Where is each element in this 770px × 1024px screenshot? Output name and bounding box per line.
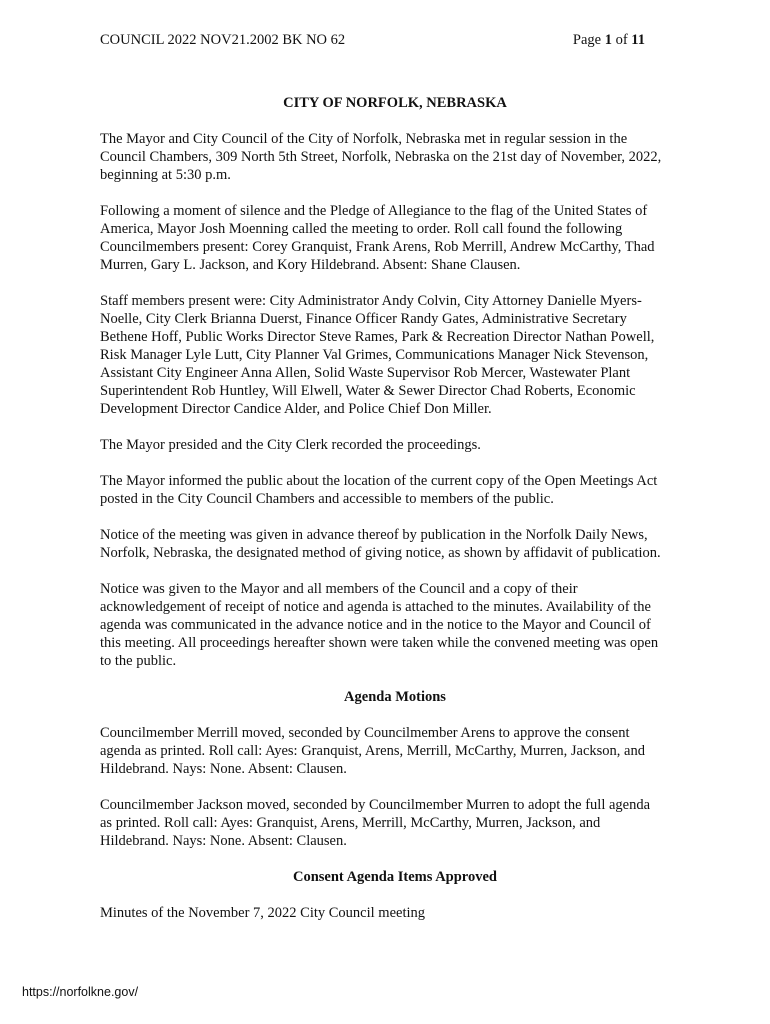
page-number: Page 1 of 11	[572, 32, 645, 48]
footer-url: https://norfolkne.gov/	[22, 985, 139, 999]
document-title: CITY OF NORFOLK, NEBRASKA	[283, 95, 507, 111]
paragraph-notice-council: Notice was given to the Mayor and all members of the Council and a copy of their acknowledgement of receipt of notice and agenda is attached to the minutes. Availability of the agenda was communicated in the advance notice and in the notice to the Mayor and Council of this meeting. All proceedings hereafter shown were taken while the convened meeting was open to the public.	[100, 581, 659, 669]
paragraph-minutes-approved: Minutes of the November 7, 2022 City Council meeting	[100, 905, 425, 921]
paragraph-notice-publication: Notice of the meeting was given in advance thereof by publication in the Norfolk Daily News, Norfolk, Nebraska, the designated method of giving notice, as shown by affidavit of publication.	[100, 527, 661, 561]
paragraph-full-agenda-motion: Councilmember Jackson moved, seconded by Councilmember Murren to adopt the full agenda as printed. Roll call: Ayes: Granquist, Arens, Merrill, McCarthy, Murren, Jackson, and Hildebrand. Nays: None. Absent: Clausen.	[100, 797, 651, 849]
paragraph-open-meetings: The Mayor informed the public about the location of the current copy of the Open Meetings Act posted in the City Council Chambers and accessible to members of the public.	[100, 473, 658, 507]
section-heading-consent-agenda: Consent Agenda Items Approved	[293, 869, 497, 885]
paragraph-session: The Mayor and City Council of the City of Norfolk, Nebraska met in regular session in the Council Chambers, 309 North 5th Street, Norfolk, Nebraska on the 21st day of November, 2022, beginning at 5:30 p.m.	[100, 131, 662, 183]
document-id: COUNCIL 2022 NOV21.2002 BK NO 62	[100, 32, 346, 48]
minutes-body	[100, 94, 690, 940]
paragraph-staff: Staff members present were: City Administrator Andy Colvin, City Attorney Danielle Myers- Noelle, City Clerk Brianna Duerst, Finance Officer Randy Gates, Administrative Secretary Bethene Hoff, Public Works Director Steve Rames, Park & Recreation Director Nathan Powell, Risk Manager Lyle Lutt, City Planner Val Grimes, Communications Manager Nick Stevenson, Assistant City Engineer Anna Allen, Solid Waste Supervisor Rob Mercer, Wastewater Plant Superintendent Rob Huntley, Will Elwell, Water & Sewer Director Chad Roberts, Economic Development Director Candice Alder, and Police Chief Don Miller.	[100, 293, 655, 417]
paragraph-consent-motion: Councilmember Merrill moved, seconded by Councilmember Arens to approve the consent agenda as printed. Roll call: Ayes: Granquist, Arens, Merrill, McCarthy, Murren, Jackson, and Hildebrand. Nays: None. Absent: Clausen.	[100, 725, 645, 777]
section-heading-agenda-motions: Agenda Motions	[344, 689, 446, 705]
paragraph-presided: The Mayor presided and the City Clerk recorded the proceedings.	[100, 437, 481, 453]
paragraph-roll-call: Following a moment of silence and the Pledge of Allegiance to the flag of the United States of America, Mayor Josh Moenning called the meeting to order. Roll call found the following Councilmembers present: Corey Granquist, Frank Arens, Rob Merrill, Andrew McCarthy, Thad Murren, Gary L. Jackson, and Kory Hildebrand. Absent: Shane Clausen.	[100, 203, 655, 273]
